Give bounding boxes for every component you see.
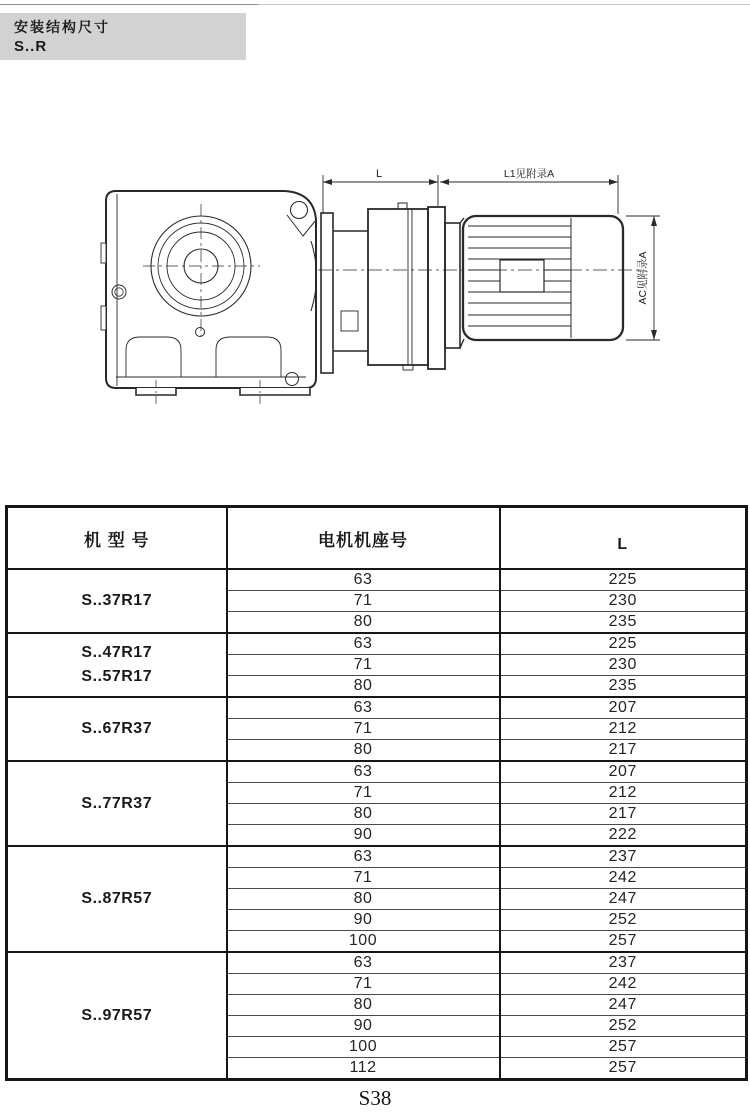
motor-frame-cell: 80 xyxy=(227,804,500,825)
table-row xyxy=(7,697,747,719)
model-name: S..37R17 xyxy=(81,592,153,609)
model-cell xyxy=(7,952,227,1080)
model-name: S..97R57 xyxy=(81,1006,153,1024)
dimension-table-wrap xyxy=(5,505,745,1081)
page-number: S38 xyxy=(358,1086,392,1110)
motor-frame-cell: 100 xyxy=(227,931,500,953)
gearmotor-technical-drawing xyxy=(88,158,668,426)
l-dimension-cell: 242 xyxy=(500,868,747,889)
model-name: S..47R17 xyxy=(81,644,153,661)
motor-frame-cell: 63 xyxy=(227,697,500,719)
l-dimension-cell: 217 xyxy=(500,804,747,825)
model-name: S..77R37 xyxy=(81,794,153,812)
top-divider-dark-segment xyxy=(0,4,258,5)
adapter-stage xyxy=(321,203,460,373)
gearmotor-drawing-svg xyxy=(88,158,668,426)
motor-frame-cell: 71 xyxy=(227,719,500,740)
l-dimension-cell: 257 xyxy=(500,931,747,953)
l-dimension-cell: 247 xyxy=(500,889,747,910)
motor xyxy=(318,216,644,348)
dim-label-ac: AC见附录A xyxy=(637,251,649,305)
l-dimension-cell: 237 xyxy=(500,846,747,868)
dim-label-l: L xyxy=(375,168,383,180)
l-dimension-cell: 235 xyxy=(500,612,747,634)
motor-frame-cell: 71 xyxy=(227,868,500,889)
l-dimension-cell: 237 xyxy=(500,952,747,974)
l-dimension-cell: 212 xyxy=(500,783,747,804)
motor-frame-cell: 63 xyxy=(227,633,500,655)
l-dimension-cell: 225 xyxy=(500,633,747,655)
column-header-2: 电机机座号 xyxy=(227,507,500,570)
motor-frame-cell: 71 xyxy=(227,974,500,995)
motor-frame-cell: 90 xyxy=(227,825,500,847)
model-name: S..67R37 xyxy=(81,720,153,737)
model-cell xyxy=(7,633,227,697)
gearbox-housing xyxy=(101,191,317,407)
l-dimension-cell: 257 xyxy=(500,1058,747,1080)
motor-terminal-box xyxy=(500,260,544,292)
motor-frame-cell: 63 xyxy=(227,952,500,974)
motor-frame-cell: 63 xyxy=(227,846,500,868)
motor-frame-cell: 80 xyxy=(227,740,500,762)
model-cell xyxy=(7,569,227,633)
l-dimension-cell: 242 xyxy=(500,974,747,995)
dimension-table xyxy=(5,505,748,1081)
section-header xyxy=(0,13,246,60)
l-dimension-cell: 252 xyxy=(500,910,747,931)
l-dimension-cell: 247 xyxy=(500,995,747,1016)
model-cell xyxy=(7,761,227,846)
column-header-3: L xyxy=(500,507,747,570)
motor-frame-cell: 71 xyxy=(227,783,500,804)
motor-frame-cell: 63 xyxy=(227,569,500,591)
l-dimension-cell: 252 xyxy=(500,1016,747,1037)
section-model-series: S..R xyxy=(14,38,48,55)
table-row xyxy=(7,846,747,868)
dim-label-l1: L1见附录A xyxy=(503,168,555,180)
motor-frame-cell: 71 xyxy=(227,655,500,676)
table-header-row xyxy=(7,507,747,570)
l-dimension-cell: 222 xyxy=(500,825,747,847)
motor-frame-cell: 80 xyxy=(227,889,500,910)
l-dimension-cell: 230 xyxy=(500,591,747,612)
motor-frame-cell: 63 xyxy=(227,761,500,783)
table-row xyxy=(7,952,747,974)
model-cell xyxy=(7,846,227,952)
model-name: S..87R57 xyxy=(81,890,153,907)
l-dimension-cell: 230 xyxy=(500,655,747,676)
l-dimension-cell: 212 xyxy=(500,719,747,740)
table-row xyxy=(7,633,747,655)
l-dimension-cell: 207 xyxy=(500,697,747,719)
motor-frame-cell: 80 xyxy=(227,612,500,634)
table-row xyxy=(7,569,747,591)
l-dimension-cell: 257 xyxy=(500,1037,747,1058)
motor-frame-cell: 112 xyxy=(227,1058,500,1080)
column-header-1: 机 型 号 xyxy=(7,507,227,570)
l-dimension-cell: 217 xyxy=(500,740,747,762)
model-name: S..57R17 xyxy=(81,668,153,685)
motor-frame-cell: 80 xyxy=(227,676,500,698)
l-dimension-cell: 235 xyxy=(500,676,747,698)
section-title: 安装结构尺寸 xyxy=(14,19,110,35)
motor-frame-cell: 100 xyxy=(227,1037,500,1058)
table-row xyxy=(7,761,747,783)
motor-frame-cell: 90 xyxy=(227,1016,500,1037)
motor-frame-cell: 80 xyxy=(227,995,500,1016)
motor-frame-cell: 71 xyxy=(227,591,500,612)
motor-frame-cell: 90 xyxy=(227,910,500,931)
model-cell xyxy=(7,697,227,761)
l-dimension-cell: 207 xyxy=(500,761,747,783)
l-dimension-cell: 225 xyxy=(500,569,747,591)
